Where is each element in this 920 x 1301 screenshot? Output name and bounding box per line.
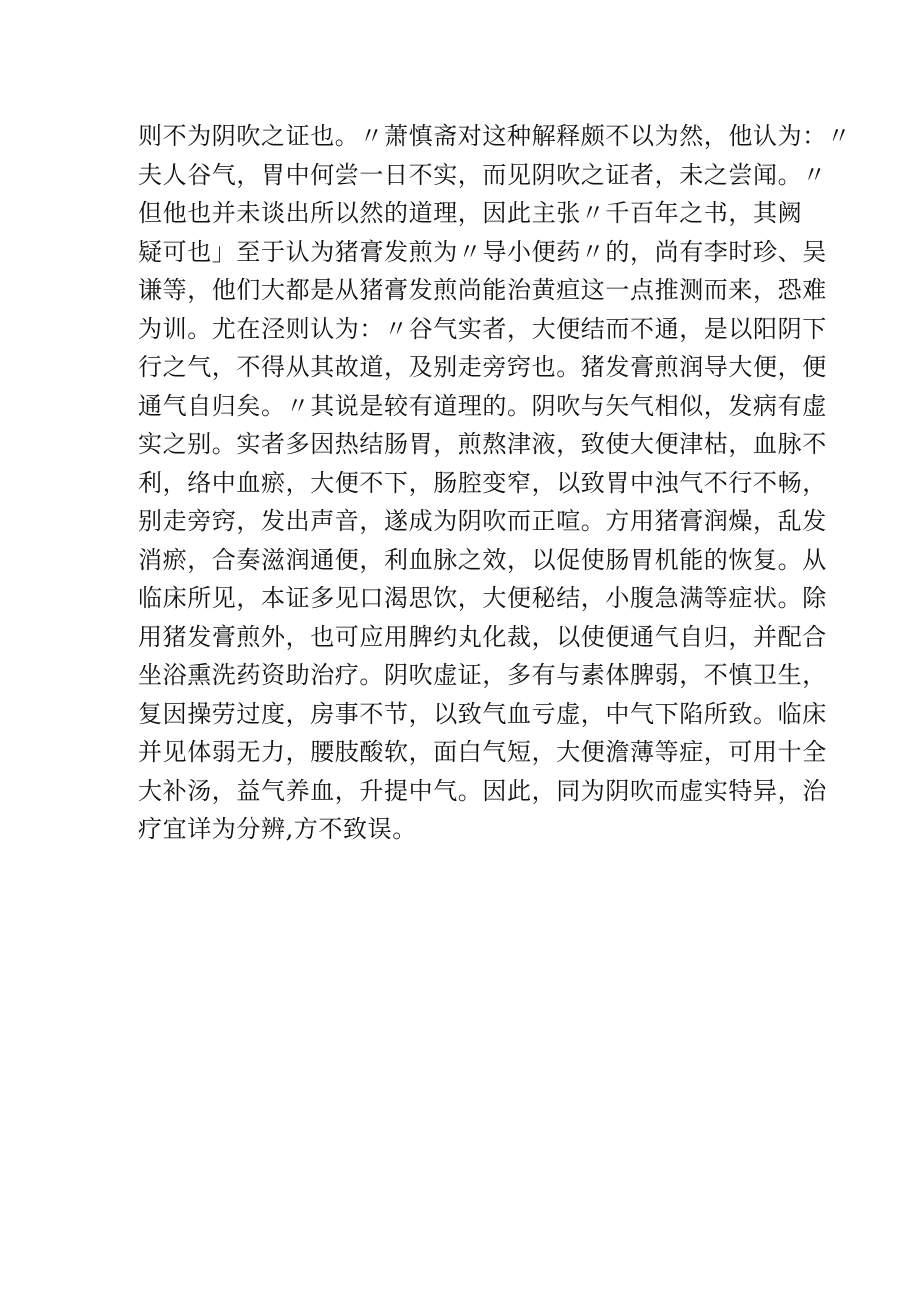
text-line: 消瘀，合奏滋润通便，利血脉之效，以促使肠胃机能的恢复。从 — [138, 545, 827, 574]
text-line: 则不为阴吹之证也。〃萧慎斋对这种解释颇不以为然，他认为：〃 — [138, 122, 852, 150]
text-line: 谦等，他们大都是从猪膏发煎尚能治黄疸这一点推测而来，恐难 — [138, 276, 827, 304]
text-line: 大补汤，益气养血，升提中气。因此，同为阴吹而虚实特异，治 — [138, 776, 827, 805]
text-line: 实之别。实者多因热结肠胃，煎熬津液，致使大便津枯，血脉不 — [138, 430, 827, 458]
text-line: 利，络中血瘀，大便不下，肠腔变窄，以致胃中浊气不行不畅， — [138, 468, 827, 497]
body-text — [138, 117, 852, 849]
text-line: 并见体弱无力，腰肢酸软，面白气短，大便澹薄等症，可用十全 — [138, 738, 827, 766]
text-line: 坐浴熏洗药资助治疗。阴吹虚证，多有与素体脾弱，不慎卫生， — [138, 661, 827, 689]
text-line: 为训。尤在泾则认为：〃谷气实者，大便结而不通，是以阳阴下 — [138, 314, 827, 343]
text-line: 疑可也」至于认为猪膏发煎为〃导小便药〃的，尚有李时珍、吴 — [138, 237, 827, 266]
text-line: 别走旁窍，发出声音，遂成为阴吹而正喧。方用猪膏润燥，乱发 — [138, 507, 827, 535]
text-line: 用猪发膏煎外，也可应用脾约丸化裁，以使便通气自归，并配合 — [138, 622, 827, 651]
text-line: 通气自归矣。〃其说是较有道理的。阴吹与矢气相似，发病有虚 — [138, 391, 827, 420]
text-line: 临床所见，本证多见口渴思饮，大便秘结，小腹急满等症状。除 — [138, 584, 827, 612]
text-line: 夫人谷气，胃中何尝一日不实，而见阴吹之证者，未之尝闻。〃 — [138, 160, 827, 189]
text-line: 疗宜详为分辨,方不致误。 — [138, 815, 417, 843]
text-line: 行之气，不得从其故道，及别走旁窍也。猪发膏煎润导大便，便 — [138, 353, 827, 381]
text-line: 复因操劳过度，房事不节，以致气血亏虚，中气下陷所致。临床 — [138, 699, 827, 728]
text-line: 但他也并未谈出所以然的道理，因此主张〃千百年之书，其阙 — [138, 199, 803, 227]
